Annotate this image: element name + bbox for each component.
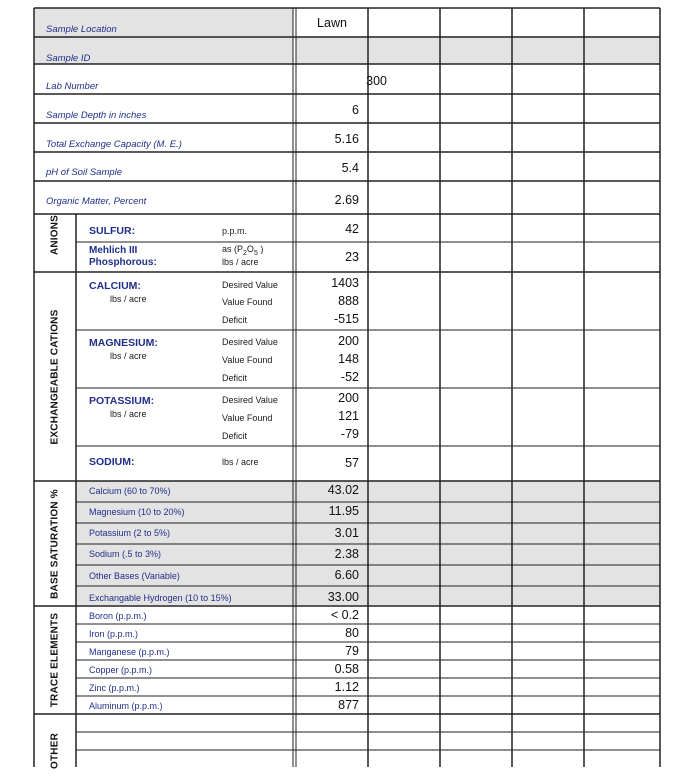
bs-magnesium-value: 11.95: [328, 504, 359, 518]
trace-iron-value: 80: [345, 626, 359, 640]
phosphorous-unit-line2: lbs / acre: [222, 257, 259, 267]
magnesium-desired-value: 200: [338, 334, 359, 348]
cations-section-label: EXCHANGEABLE CATIONS: [49, 309, 61, 445]
potassium-desired-value: 200: [338, 391, 359, 405]
calcium-label: CALCIUM:: [89, 280, 141, 292]
tec-label: Total Exchange Capacity (M. E.): [46, 139, 182, 150]
sample-depth-label: Sample Depth in inches: [46, 110, 147, 121]
potassium-unit: lbs / acre: [110, 409, 147, 419]
sodium-value: 57: [345, 456, 359, 470]
calcium-unit: lbs / acre: [110, 294, 147, 304]
magnesium-desired-label: Desired Value: [222, 337, 278, 347]
ph-label: pH of Soil Sample: [46, 167, 123, 178]
phosphorous-label-line1: Mehlich III: [89, 245, 138, 256]
bs-potassium-label: Potassium (2 to 5%): [89, 528, 171, 538]
other-section-label: OTHER: [49, 733, 61, 769]
magnesium-label: MAGNESIUM:: [89, 337, 158, 349]
base-saturation-section-label: BASE SATURATION %: [49, 489, 61, 599]
sulfur-value: 42: [345, 222, 359, 236]
trace-aluminum-label: Aluminum (p.p.m.): [89, 701, 163, 711]
sample-location-value: Lawn: [317, 16, 347, 30]
trace-zinc-label: Zinc (p.p.m.): [89, 683, 140, 693]
bs-other-bases-label: Other Bases (Variable): [89, 571, 180, 581]
magnesium-deficit-value: -52: [340, 370, 359, 384]
magnesium-found-label: Value Found: [222, 355, 273, 365]
phosphorous-unit: as ($P_2O_5$ ): [222, 244, 264, 257]
sample-location-label: Sample Location: [46, 24, 117, 35]
bs-sodium-value: 2.38: [334, 547, 359, 561]
trace-iron-label: Iron (p.p.m.): [89, 629, 139, 639]
magnesium-found-value: 148: [338, 352, 359, 366]
trace-copper-label: Copper (p.p.m.): [89, 665, 153, 675]
organic-matter-label: Organic Matter, Percent: [46, 196, 147, 207]
potassium-found-value: 121: [338, 409, 359, 423]
calcium-desired-label: Desired Value: [222, 280, 278, 290]
ph-value: 5.4: [341, 161, 359, 175]
trace-manganese-value: 79: [345, 644, 359, 658]
bs-calcium-label: Calcium (60 to 70%): [89, 486, 171, 496]
bs-other-bases-value: 6.60: [334, 568, 359, 582]
trace-aluminum-value: 877: [338, 698, 359, 712]
calcium-found-value: 888: [338, 294, 359, 308]
magnesium-unit: lbs / acre: [110, 351, 147, 361]
trace-boron-value: < 0.2: [330, 608, 359, 622]
calcium-deficit-value: -515: [333, 312, 359, 326]
potassium-deficit-value: -79: [340, 427, 359, 441]
potassium-desired-label: Desired Value: [222, 395, 278, 405]
bs-sodium-label: Sodium (.5 to 3%): [89, 549, 162, 559]
anions-section-label: ANIONS: [49, 214, 61, 256]
trace-manganese-label: Manganese (p.p.m.): [89, 647, 170, 657]
phosphorous-label-line2: Phosphorous:: [89, 257, 157, 268]
bs-calcium-value: 43.02: [327, 483, 359, 497]
sulfur-unit: p.p.m.: [222, 226, 248, 236]
lab-number-value: 300: [366, 74, 387, 88]
trace-elements-section-label: TRACE ELEMENTS: [49, 612, 61, 708]
calcium-found-label: Value Found: [222, 297, 273, 307]
bs-magnesium-label: Magnesium (10 to 20%): [89, 507, 185, 517]
lab-number-label: Lab Number: [46, 81, 99, 92]
phosphorous-value: 23: [345, 250, 359, 264]
potassium-deficit-label: Deficit: [222, 431, 248, 441]
trace-zinc-value: 1.12: [334, 680, 359, 694]
bs-potassium-value: 3.01: [334, 526, 359, 540]
tec-value: 5.16: [334, 132, 359, 146]
sample-id-label: Sample ID: [46, 53, 91, 64]
potassium-label: POTASSIUM:: [89, 395, 155, 407]
organic-matter-value: 2.69: [334, 193, 359, 207]
sodium-unit: lbs / acre: [222, 457, 259, 467]
sodium-label: SODIUM:: [89, 456, 135, 468]
trace-boron-label: Boron (p.p.m.): [89, 611, 147, 621]
calcium-desired-value: 1403: [331, 276, 359, 290]
sample-depth-value: 6: [352, 103, 359, 117]
bs-hydrogen-value: 33.00: [327, 590, 359, 604]
magnesium-deficit-label: Deficit: [222, 373, 248, 383]
sulfur-label: SULFUR:: [89, 225, 136, 237]
calcium-deficit-label: Deficit: [222, 315, 248, 325]
trace-copper-value: 0.58: [334, 662, 359, 676]
bs-hydrogen-label: Exchangable Hydrogen (10 to 15%): [89, 593, 232, 603]
potassium-found-label: Value Found: [222, 413, 273, 423]
